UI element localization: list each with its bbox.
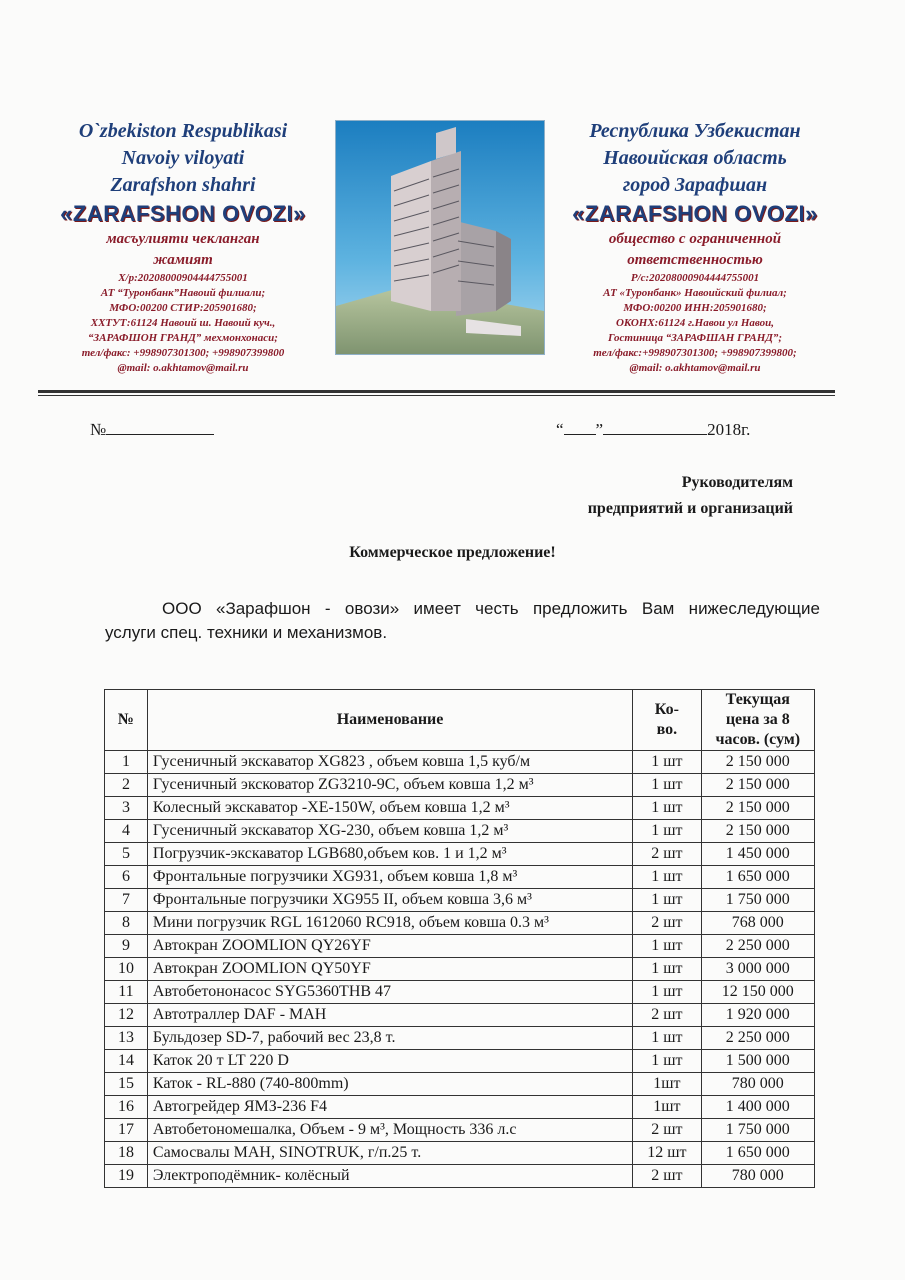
day-blank <box>564 434 596 435</box>
right-email: @mail: o.akhtamov@mail.ru <box>629 362 761 374</box>
row-number: 13 <box>105 1027 148 1050</box>
row-price: 1 750 000 <box>701 889 814 912</box>
header-quantity <box>633 690 701 751</box>
row-number: 15 <box>105 1073 148 1096</box>
table-row <box>105 1119 815 1142</box>
header-price-line-1: Текущая <box>725 691 790 708</box>
row-name: Автобетономешалка, Объем - 9 м³, Мощность 336 л.с <box>147 1119 632 1142</box>
table-row <box>105 912 815 935</box>
intro-line-1: ООО «Зарафшон - овози» имеет честь предложить Вам нижеследующие <box>162 599 820 618</box>
table-row <box>105 981 815 1004</box>
table-header-row <box>105 690 815 751</box>
table-row <box>105 1142 815 1165</box>
row-quantity: 2 шт <box>633 912 701 935</box>
row-name: Электроподёмник- колёсный <box>147 1165 632 1188</box>
left-legal-form-1: масъулияти чекланган <box>106 231 260 247</box>
row-name: Гусеничный экскаватор XG-230, объем ковша 1,2 м³ <box>147 820 632 843</box>
row-number: 3 <box>105 797 148 820</box>
row-quantity: 2 шт <box>633 1004 701 1027</box>
number-blank <box>106 434 214 435</box>
intro-paragraph <box>105 597 820 645</box>
hotel-building-image <box>335 120 545 355</box>
outgoing-number <box>90 420 214 440</box>
row-quantity: 1 шт <box>633 797 701 820</box>
row-quantity: 1 шт <box>633 820 701 843</box>
row-name: Колесный экскаватор -XE-150W, объем ковша 1,2 м³ <box>147 797 632 820</box>
row-name: Погрузчик-экскаватор LGB680,объем ков. 1 и 1,2 м³ <box>147 843 632 866</box>
row-number: 8 <box>105 912 148 935</box>
left-detail-line: тел/факс: +998907301300; +998907399800 <box>81 347 285 359</box>
letterhead-divider-thin <box>38 395 835 396</box>
left-company-name: «ZARAFSHON OVOZI» <box>60 201 306 226</box>
row-price: 1 450 000 <box>701 843 814 866</box>
row-price: 2 250 000 <box>701 935 814 958</box>
row-number: 12 <box>105 1004 148 1027</box>
row-name: Автогрейдер ЯМЗ-236 F4 <box>147 1096 632 1119</box>
document-title: Коммерческое предложение! <box>349 544 556 561</box>
row-price: 2 150 000 <box>701 820 814 843</box>
row-name: Автобетононасос SYG5360THB 47 <box>147 981 632 1004</box>
row-name: Каток - RL-880 (740-800mm) <box>147 1073 632 1096</box>
left-country: O`zbekiston Respublikasi <box>78 120 288 142</box>
left-detail-line: “ЗАРАФШОН ГРАНД” мехмонхонаси; <box>88 332 278 344</box>
header-price-line-2: цена за 8 <box>725 711 790 728</box>
left-legal-form-2: жамият <box>153 252 213 268</box>
addressee <box>588 470 793 522</box>
row-quantity: 1 шт <box>633 1027 701 1050</box>
row-name: Автокран ZOOMLION QY50YF <box>147 958 632 981</box>
addressee-line-2: предприятий и организаций <box>587 500 793 517</box>
table-row <box>105 866 815 889</box>
table-row <box>105 1096 815 1119</box>
row-quantity: 1 шт <box>633 774 701 797</box>
row-price: 1 650 000 <box>701 1142 814 1165</box>
row-number: 5 <box>105 843 148 866</box>
right-legal-form-2: ответственностью <box>627 252 763 268</box>
table-row <box>105 1004 815 1027</box>
row-name: Бульдозер SD-7, рабочий вес 23,8 т. <box>147 1027 632 1050</box>
row-quantity: 12 шт <box>633 1142 701 1165</box>
row-number: 14 <box>105 1050 148 1073</box>
row-price: 780 000 <box>701 1073 814 1096</box>
row-price: 768 000 <box>701 912 814 935</box>
left-detail-line: ХХТУТ:61124 Навоий ш. Навоий куч., <box>90 317 276 329</box>
left-detail-line: Х/р:20208000904444755001 <box>118 272 248 284</box>
row-name: Мини погрузчик RGL 1612060 RC918, объем ковша 0.3 м³ <box>147 912 632 935</box>
right-detail-line: ОКОНХ:61124 г.Навои ул Навои, <box>615 317 775 329</box>
table-row <box>105 797 815 820</box>
header-quantity-line-2: во. <box>656 721 678 738</box>
row-quantity: 1 шт <box>633 889 701 912</box>
letterhead-divider-thick <box>38 390 835 393</box>
row-number: 19 <box>105 1165 148 1188</box>
header-number: № <box>105 690 148 751</box>
row-name: Автотраллер DAF - MAH <box>147 1004 632 1027</box>
addressee-line-1: Руководителям <box>681 474 793 491</box>
row-name: Гусеничный экскаватор XG823 , объем ковша 1,5 куб/м <box>147 751 632 774</box>
row-number: 1 <box>105 751 148 774</box>
row-quantity: 1 шт <box>633 935 701 958</box>
table-row <box>105 1027 815 1050</box>
table-row <box>105 843 815 866</box>
services-table <box>104 689 815 1188</box>
intro-line-2: услуги спец. техники и механизмов. <box>105 623 388 642</box>
right-detail-line: АТ «Туронбанк» Навоийский филиал; <box>603 287 787 299</box>
row-quantity: 1шт <box>633 1096 701 1119</box>
row-quantity: 1шт <box>633 1073 701 1096</box>
month-blank <box>603 434 707 435</box>
letter-date <box>556 420 750 440</box>
right-detail-line: тел/факс:+998907301300; +998907399800; <box>593 347 797 359</box>
number-sign: № <box>90 420 107 439</box>
row-number: 10 <box>105 958 148 981</box>
left-region: Navoiy viloyati <box>121 147 245 169</box>
header-price-line-3: часов. (сум) <box>715 731 801 748</box>
row-price: 2 150 000 <box>701 797 814 820</box>
row-quantity: 1 шт <box>633 751 701 774</box>
row-number: 16 <box>105 1096 148 1119</box>
row-quantity: 1 шт <box>633 981 701 1004</box>
right-detail-line: МФО:00200 ИНН:205901680; <box>623 302 767 314</box>
row-quantity: 2 шт <box>633 1119 701 1142</box>
table-row <box>105 820 815 843</box>
row-name: Гусеничный эксковатор ZG3210-9C, объем ковша 1,2 м³ <box>147 774 632 797</box>
row-quantity: 1 шт <box>633 1050 701 1073</box>
date-close-quote: ” <box>595 420 604 439</box>
header-quantity-line-1: Ко- <box>654 701 679 718</box>
row-price: 12 150 000 <box>701 981 814 1004</box>
row-number: 6 <box>105 866 148 889</box>
row-price: 3 000 000 <box>701 958 814 981</box>
right-detail-line: Р/с:20208000904444755001 <box>630 272 760 284</box>
header-price <box>701 690 814 751</box>
left-detail-line: МФО:00200 СТИР:205901680; <box>109 302 257 314</box>
row-number: 9 <box>105 935 148 958</box>
table-row <box>105 1050 815 1073</box>
letterhead-right <box>550 118 840 376</box>
row-name: Автокран ZOOMLION QY26YF <box>147 935 632 958</box>
right-detail-line: Гостиница “ЗАРАФШАН ГРАНД”; <box>607 332 783 344</box>
row-quantity: 2 шт <box>633 843 701 866</box>
row-price: 1 650 000 <box>701 866 814 889</box>
right-company-name: «ZARAFSHON OVOZI» <box>572 201 818 226</box>
table-row <box>105 1073 815 1096</box>
table-row <box>105 751 815 774</box>
left-detail-line: АТ “Туронбанк”Навоий филиали; <box>100 287 266 299</box>
row-number: 2 <box>105 774 148 797</box>
row-price: 1 400 000 <box>701 1096 814 1119</box>
row-price: 2 150 000 <box>701 751 814 774</box>
header-name: Наименование <box>147 690 632 751</box>
table-row <box>105 958 815 981</box>
right-legal-form-1: общество с ограниченной <box>608 231 782 247</box>
letterhead-left <box>38 118 328 376</box>
row-price: 2 150 000 <box>701 774 814 797</box>
row-number: 11 <box>105 981 148 1004</box>
row-number: 17 <box>105 1119 148 1142</box>
table-row <box>105 1165 815 1188</box>
row-number: 4 <box>105 820 148 843</box>
row-price: 1 500 000 <box>701 1050 814 1073</box>
row-name: Самосвалы MAH, SINOTRUK, г/п.25 т. <box>147 1142 632 1165</box>
row-quantity: 1 шт <box>633 958 701 981</box>
table-row <box>105 935 815 958</box>
row-name: Фронтальные погрузчики XG931, объем ковша 1,8 м³ <box>147 866 632 889</box>
right-country: Республика Узбекистан <box>589 120 801 142</box>
row-number: 7 <box>105 889 148 912</box>
table-row <box>105 774 815 797</box>
table-row <box>105 889 815 912</box>
row-name: Фронтальные погрузчики XG955 II, объем ковша 3,6 м³ <box>147 889 632 912</box>
row-price: 2 250 000 <box>701 1027 814 1050</box>
row-quantity: 2 шт <box>633 1165 701 1188</box>
left-city: Zarafshon shahri <box>110 174 256 196</box>
date-open-quote: “ <box>556 420 564 439</box>
row-price: 1 920 000 <box>701 1004 814 1027</box>
row-number: 18 <box>105 1142 148 1165</box>
right-city: город Зарафшан <box>622 174 768 196</box>
row-price: 780 000 <box>701 1165 814 1188</box>
row-name: Каток 20 т LT 220 D <box>147 1050 632 1073</box>
row-quantity: 1 шт <box>633 866 701 889</box>
left-email: @mail: o.akhtamov@mail.ru <box>117 362 249 374</box>
row-price: 1 750 000 <box>701 1119 814 1142</box>
right-region: Навоийская область <box>603 147 787 169</box>
building-illustration <box>336 121 544 354</box>
date-year: 2018г. <box>707 420 751 439</box>
